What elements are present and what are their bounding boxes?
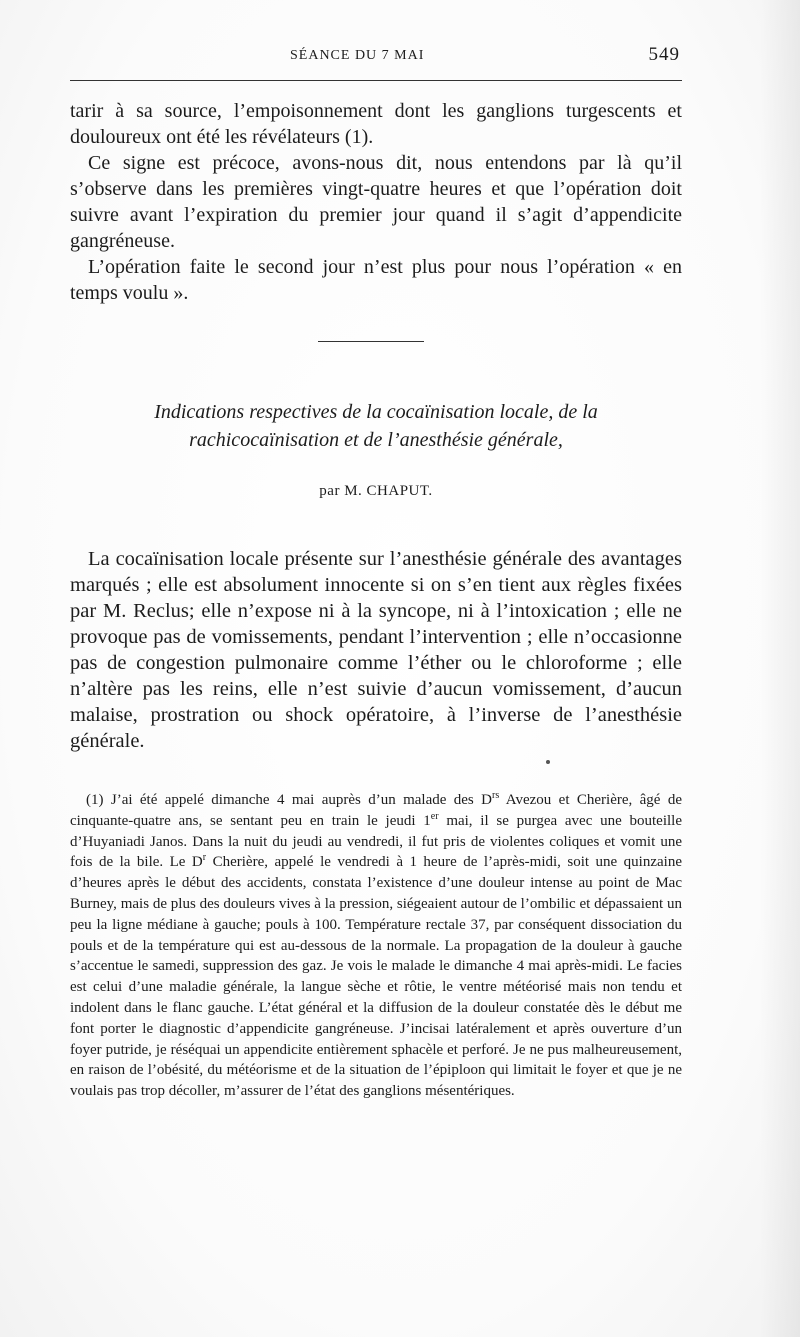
main-text <box>70 546 682 754</box>
article-title-line: rachicocaïnisation et de l’anesthésie générale, <box>189 429 563 451</box>
paragraph: La cocaïnisation locale présente sur l’anesthésie générale des avantages marqués ; elle est absolument innocente si on s’en tient aux règles fixées par M. Reclus; elle n’expose ni à la syncope, ni à l’intoxication ; elle ne provoque pas de vomissements, pendant l’intervention ; elle n’occasionne pas de congestion pulmonaire comme l’éther ou le chloroforme ; elle n’altère pas les reins, elle n’est suivie d’aucun vomissement, d’aucun malaise, prostration ou shock opératoire, à l’inverse de l’anesthésie générale. <box>70 548 682 752</box>
article-title <box>70 398 682 454</box>
footnote <box>70 790 682 1102</box>
running-header <box>70 44 680 74</box>
running-title: SÉANCE DU 7 MAI <box>290 48 425 63</box>
page-edge-shadow <box>760 0 800 1337</box>
footnote-text: (1) J’ai été appelé dimanche 4 mai auprès d’un malade des $D^{rs}$ Avezou et Cherière, âgé de cinquante-quatre ans, se sentant peu en train le jeudi 1er mai, il se purgea avec une bouteille d’Huyaniadi Janos. Dans la nuit du jeudi au vendredi, il fut pris de violentes coliques et vomit une fois de la bile. Le $D^r$ Cherière, appelé le vendredi à 1 heure de l’après-midi, soit une quinzaine d’heures après le début des accidents, constata l’existence d’une douleur intense au point de Mac Burney, mais de plus des douleurs vives à la pression, siégeaient autour de l’ombilic et dépassaient un peu la ligne médiane à gauche; pouls à 100. Température rectale 37, par conséquent dissociation du pouls et de la température qui est au-dessous de la normale. La propagation de la douleur à gauche s’accentue le samedi, suppression des gaz. Je vois le malade le dimanche 4 mai après-midi. Le facies est celui d’une maladie générale, la langue sèche et rôtie, le ventre météorisé mais non tendu et indolent dans le flanc gauche. L’état général et la diffusion de la douleur constatée dès le début me font porter le diagnostic d’appendicite gangréneuse. J’incisai latéralement et après ouverture d’un foyer putride, je réséquai un appendicite entièrement sphacèle et perforé. Je ne pus malheureusement, en raison de l’obésité, du météorisme et de la situation de l’épiploon qui limitait le foyer et que je ne voulais pas trop décoller, m’assurer de l’état des ganglions mésentériques. <box>70 790 682 1100</box>
header-rule <box>70 80 682 81</box>
paragraph: Ce signe est précoce, avons-nous dit, nous entendons par là qu’il s’observe dans les premières vingt-quatre heures et que l’opération doit suivre avant l’expiration du premier jour quand il s’agit d’appendicite gangréneuse. <box>70 152 682 252</box>
paragraph: L’opération faite le second jour n’est plus pour nous l’opération « en temps voulu ». <box>70 256 682 304</box>
continued-text <box>70 98 682 306</box>
page-number: 549 <box>648 44 680 65</box>
section-separator <box>318 341 424 342</box>
paragraph: tarir à sa source, l’empoisonnement dont les ganglions turgescents et douloureux ont été les révélateurs (1). <box>70 100 682 148</box>
article-title-line: Indications respectives de la cocaïnisation locale, de la <box>154 401 598 423</box>
ink-dot <box>546 760 550 764</box>
article-author: par M. CHAPUT. <box>319 483 433 499</box>
